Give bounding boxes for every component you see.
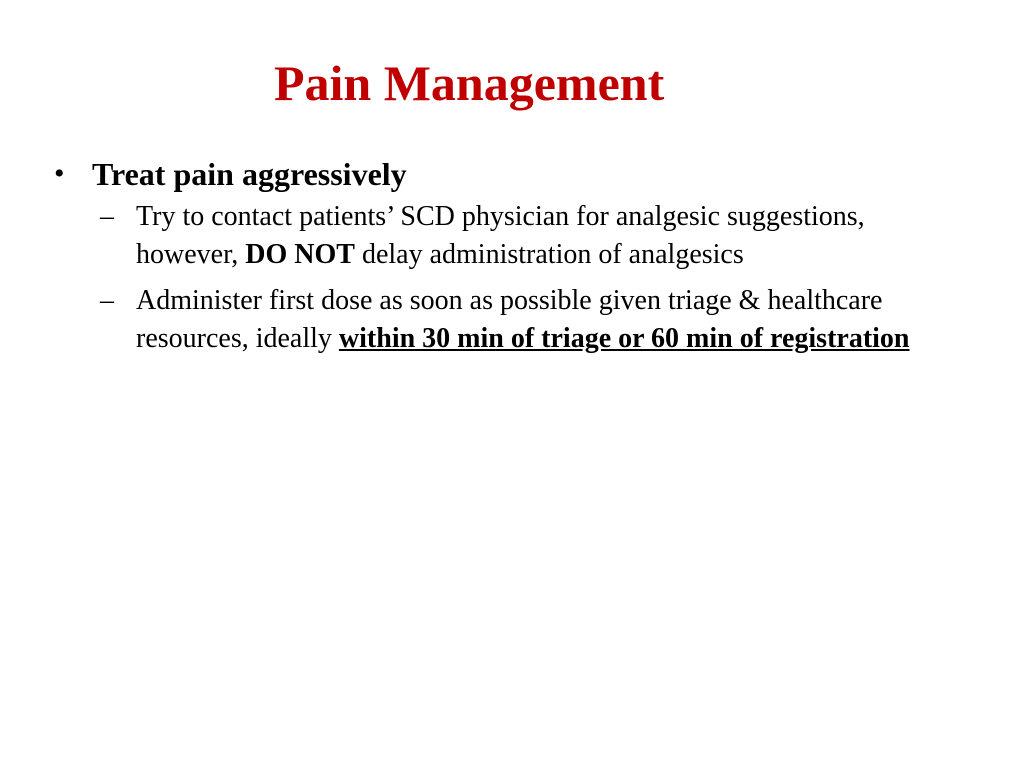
sub-bullet-text: [136, 198, 966, 274]
emphasis-do-not: DO NOT: [245, 239, 355, 270]
sub-bullet-text-part1: Administer first dose as soon as possible given triage & healthcare resources, ideally: [136, 285, 883, 354]
sub-bullet-text-part2: delay administration of analgesics: [354, 239, 744, 270]
emphasis-timing: within 30 min of triage or 60 min of registration: [338, 323, 910, 354]
bullet-dot-icon: •: [54, 157, 65, 190]
slide-title: Pain Management: [274, 55, 665, 111]
sub-bullet-text: [136, 282, 966, 358]
sub-bullet-first-dose: [100, 282, 980, 358]
main-bullet-text: Treat pain aggressively: [92, 156, 407, 192]
dash-icon: –: [100, 201, 114, 232]
dash-icon: –: [100, 285, 114, 316]
sub-bullet-text-part1: Try to contact patients’ SCD physician for analgesic suggestions, however,: [136, 201, 865, 270]
sub-bullet-contact-physician: [100, 198, 980, 274]
